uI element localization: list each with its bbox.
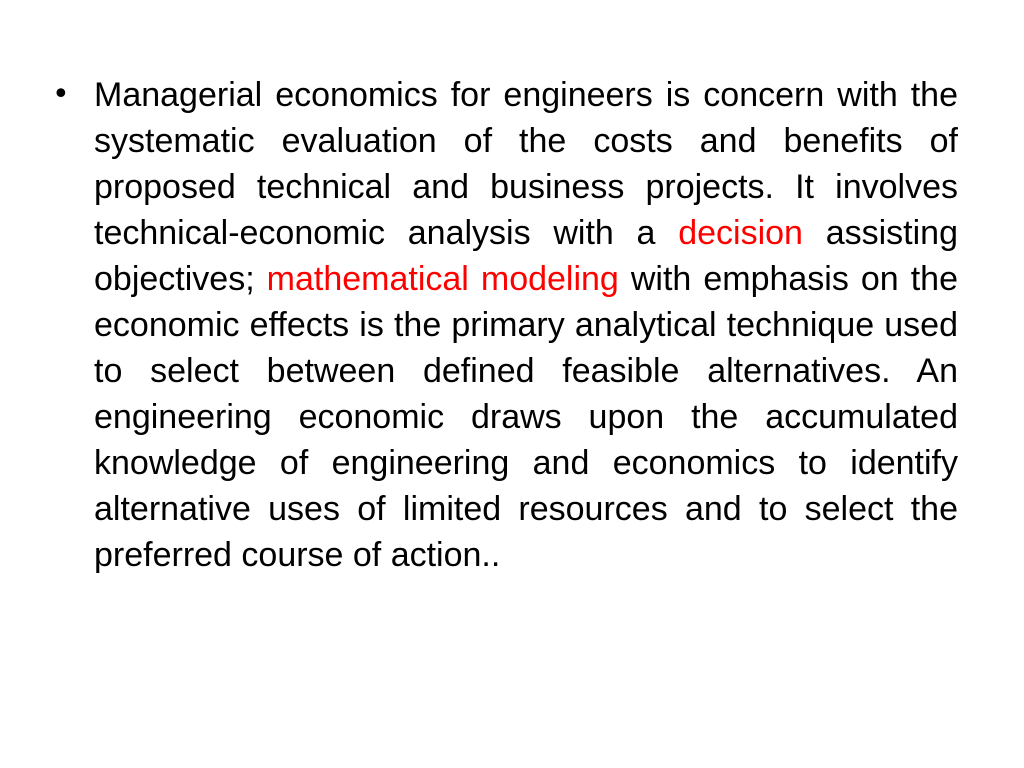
bullet-item [52,72,958,578]
highlight-mathematical-modeling: mathematical modeling [266,260,619,298]
bullet-list [52,72,958,578]
highlight-decision: decision [678,214,803,252]
paragraph-part-2: assisting objectives; [94,214,958,298]
paragraph-part-3: with emphasis on the economic effects is the primary analytical technique used to select between defined feasible alternatives. An engineering economic draws upon the accumulated knowledge of engineering and economics to identify alternative uses of limited resources and to select the preferred course of action.. [94,260,958,574]
bullet-icon: • [52,77,70,112]
paragraph-part-1: Managerial economics for engineers is concern with the systematic evaluation of the costs and benefits of proposed technical and business projects. It involves technical-economic analysis with a [94,76,958,252]
paragraph-text [94,76,958,574]
